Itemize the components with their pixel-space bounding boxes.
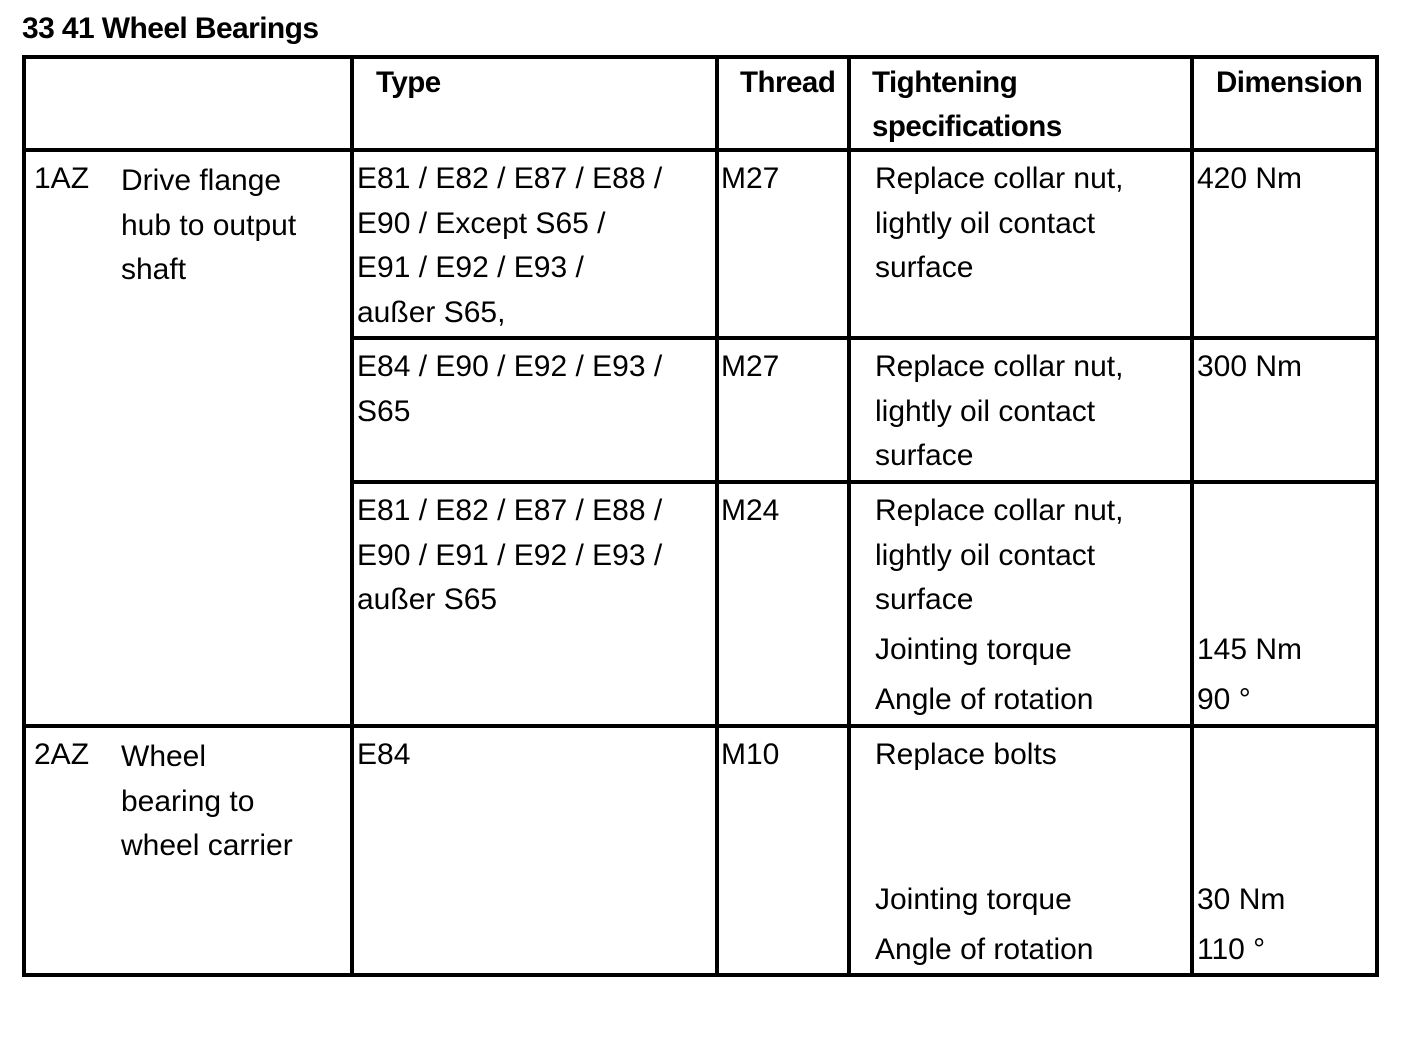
row-divider: [350, 480, 1379, 484]
vehicle-type-list: E81 / E82 / E87 / E88 / E90 / Except S65 / E91 / E92 / E93 / außer S65,: [357, 162, 663, 329]
table-border-right: [1375, 55, 1379, 977]
column-divider: [1190, 55, 1194, 977]
thread-size: M10: [721, 738, 780, 771]
vehicle-type-list: E84 / E90 / E92 / E93 / S65: [357, 350, 663, 428]
component-description: Drive flange hub to output shaft: [121, 164, 297, 286]
document-title: 33 41 Wheel Bearings: [22, 12, 319, 45]
jointing-torque-label: Jointing torque: [875, 883, 1072, 916]
column-header-tightening-specifications: Tightening specifications: [872, 66, 1062, 143]
jointing-torque-value: 30 Nm: [1197, 883, 1286, 916]
tightening-instruction: Replace collar nut, lightly oil contact surface: [875, 494, 1124, 616]
jointing-torque-value: 145 Nm: [1197, 633, 1303, 666]
rotation-angle-value: 110 °: [1197, 933, 1266, 966]
header-divider: [22, 148, 1379, 152]
tightening-instruction: Replace collar nut, lightly oil contact surface: [875, 162, 1124, 284]
column-header-thread: Thread: [740, 66, 836, 99]
column-divider: [715, 55, 719, 977]
rotation-angle-label: Angle of rotation: [875, 933, 1094, 966]
component-description: Wheel bearing to wheel carrier: [121, 740, 293, 862]
table-border-bottom: [22, 973, 1379, 977]
torque-value: 300 Nm: [1197, 350, 1303, 383]
tightening-instruction: Replace collar nut, lightly oil contact surface: [875, 350, 1124, 472]
tightening-instruction: Replace bolts: [875, 738, 1057, 771]
rotation-angle-label: Angle of rotation: [875, 683, 1094, 716]
column-header-type: Type: [376, 66, 441, 99]
row-code: 2AZ: [34, 738, 90, 771]
vehicle-type-list: E84: [357, 738, 411, 771]
thread-size: M24: [721, 494, 780, 527]
torque-value: 420 Nm: [1197, 162, 1303, 195]
torque-spec-table: [22, 55, 1379, 977]
column-divider: [847, 55, 851, 977]
jointing-torque-label: Jointing torque: [875, 633, 1072, 666]
row-divider: [350, 336, 1379, 340]
column-header-dimension: Dimension: [1216, 66, 1363, 99]
column-divider: [350, 55, 354, 977]
rotation-angle-value: 90 °: [1197, 683, 1251, 716]
table-border-left: [22, 55, 26, 977]
thread-size: M27: [721, 350, 780, 383]
table-border-top: [22, 55, 1379, 59]
vehicle-type-list: E81 / E82 / E87 / E88 / E90 / E91 / E92 / E93 / außer S65: [357, 494, 663, 616]
group-divider: [22, 724, 1379, 728]
thread-size: M27: [721, 162, 780, 195]
row-code: 1AZ: [34, 162, 90, 195]
